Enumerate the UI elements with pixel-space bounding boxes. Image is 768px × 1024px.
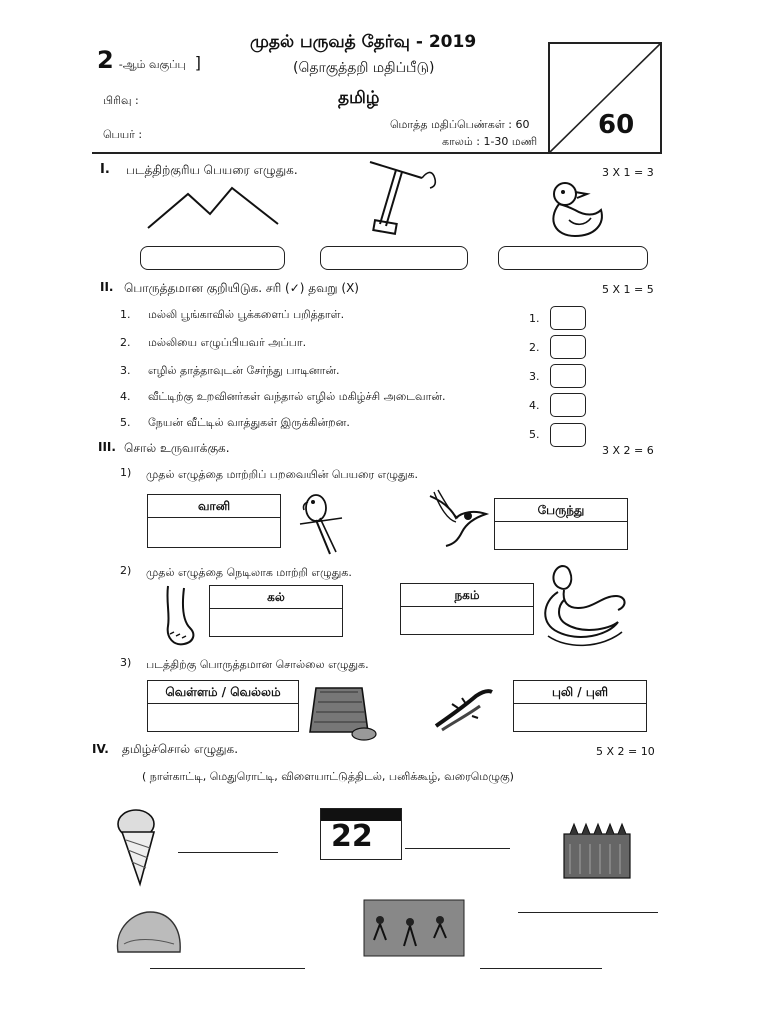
answer-box-3[interactable] — [550, 364, 586, 388]
statement-2-number: 2. — [120, 336, 131, 349]
grade-suffix: -ஆம் வகுப்பு — [118, 58, 186, 71]
answer-field-mountains[interactable] — [140, 246, 285, 270]
section-1-instruction: படத்திற்குரிய பெயரை எழுதுக. — [126, 163, 298, 177]
question-3-2-text: முதல் எழுத்தை நெடிலாக மாற்றி எழுதுக. — [146, 566, 352, 579]
answer-box-4[interactable] — [550, 393, 586, 417]
word-box-nagam[interactable] — [400, 583, 534, 635]
snake-image — [538, 562, 628, 652]
grade-bracket: ] — [194, 53, 201, 72]
grade-number: 2 — [97, 46, 114, 74]
word-box-puli-label: புலி / புளி — [514, 681, 646, 704]
statement-5-number: 5. — [120, 416, 131, 429]
calendar-image — [320, 808, 402, 860]
answer-box-1[interactable] — [550, 306, 586, 330]
question-3-2-number: 2) — [120, 564, 132, 577]
parrot-image — [296, 488, 346, 558]
section-2-numeral: II. — [100, 280, 114, 294]
section-4-instruction: தமிழ்ச்சொல் எழுதுக. — [122, 742, 239, 756]
section-label: பிரிவு : — [103, 94, 139, 107]
question-3-3-text: படத்திற்கு பொருத்தமான சொல்லை எழுதுக. — [146, 658, 369, 671]
ice-cream-image — [114, 806, 164, 886]
answer-line-crayons[interactable] — [518, 912, 658, 913]
subject-title: தமிழ் — [338, 88, 380, 108]
eagle-image — [428, 488, 488, 548]
total-marks: மொத்த மதிப்பெண்கள் : 60 — [390, 118, 530, 131]
section-2-marks: 5 X 1 = 5 — [602, 283, 654, 296]
exam-title: முதல் பருவத் தேர்வு - 2019 — [250, 32, 477, 52]
answer-field-duck[interactable] — [498, 246, 648, 270]
word-box-vani[interactable] — [147, 494, 281, 548]
name-label: பெயர் : — [103, 128, 143, 141]
word-box-nagam-label: நகம் — [401, 584, 533, 607]
crayons-image — [562, 824, 632, 880]
answer-line-bread[interactable] — [150, 968, 305, 969]
tamarind-image — [432, 686, 498, 736]
section-1-numeral: I. — [100, 162, 110, 177]
statement-1-number: 1. — [120, 308, 131, 321]
word-box-perundhu-label: பேருந்து — [495, 499, 627, 522]
question-3-3-number: 3) — [120, 656, 132, 669]
score-box — [548, 42, 662, 154]
statement-5-text: நேயன் வீட்டில் வாத்துகள் இருக்கின்றன. — [148, 416, 350, 429]
statement-3-text: எழில் தாத்தாவுடன் சேர்ந்து பாடினான். — [148, 364, 340, 377]
statement-4-text: வீட்டிற்கு உறவினர்கள் வந்தால் எழில் மகிழ்ச்சி அடைவான். — [148, 390, 446, 403]
word-box-puli[interactable] — [513, 680, 647, 732]
section-4-marks: 5 X 2 = 10 — [596, 745, 655, 758]
answer-line-calendar[interactable] — [405, 848, 510, 849]
swing-image — [360, 152, 450, 247]
mountains-image — [148, 186, 288, 246]
word-box-kal-label: கல் — [210, 586, 342, 609]
calendar-number: 22 — [331, 819, 373, 854]
answer-4-number: 4. — [529, 399, 540, 412]
answer-field-swing[interactable] — [320, 246, 468, 270]
section-3-marks: 3 X 2 = 6 — [602, 444, 654, 457]
score-value: 60 — [598, 110, 635, 140]
question-3-1-text: முதல் எழுத்தை மாற்றிப் பறவையின் பெயரை எழுதுக. — [146, 468, 419, 481]
section-3-numeral: III. — [98, 440, 116, 454]
answer-box-5[interactable] — [550, 423, 586, 447]
word-box-vani-label: வானி — [148, 495, 280, 518]
bread-image — [114, 908, 184, 960]
exam-duration: காலம் : 1-30 மணி — [442, 135, 538, 148]
section-3-instruction: சொல் உருவாக்குக. — [124, 441, 230, 455]
word-box-vellam-label: வெள்ளம் / வெல்லம் — [148, 681, 298, 704]
answer-line-playground[interactable] — [480, 968, 602, 969]
section-2-instruction: பொருத்தமான குறியிடுக. சரி (✓) தவறு (X) — [124, 281, 359, 295]
statement-1-text: மல்லி பூங்காவில் பூக்களைப் பறித்தாள். — [148, 308, 345, 321]
grade-label — [97, 46, 201, 74]
playground-image — [364, 900, 464, 956]
statement-3-number: 3. — [120, 364, 131, 377]
statement-2-text: மல்லியை எழுப்பியவர் அப்பா. — [148, 336, 307, 349]
statement-4-number: 4. — [120, 390, 131, 403]
question-3-1-number: 1) — [120, 466, 132, 479]
answer-box-2[interactable] — [550, 335, 586, 359]
answer-1-number: 1. — [529, 312, 540, 325]
section-4-numeral: IV. — [92, 742, 109, 756]
word-box-vellam[interactable] — [147, 680, 299, 732]
duck-image — [545, 180, 615, 240]
answer-line-ice-cream[interactable] — [178, 852, 278, 853]
answer-5-number: 5. — [529, 428, 540, 441]
assessment-type: (தொகுத்தறி மதிப்பீடு) — [293, 60, 435, 76]
answer-2-number: 2. — [529, 341, 540, 354]
word-bank: ( நாள்காட்டி, மெதுரொட்டி, விளையாட்டுத்திடல், பனிக்கூழ், வரைமெழுகு) — [142, 770, 514, 783]
section-1-marks: 3 X 1 = 3 — [602, 166, 654, 179]
jaggery-image — [306, 682, 376, 740]
foot-image — [160, 584, 200, 648]
word-box-perundhu[interactable] — [494, 498, 628, 550]
answer-3-number: 3. — [529, 370, 540, 383]
word-box-kal[interactable] — [209, 585, 343, 637]
